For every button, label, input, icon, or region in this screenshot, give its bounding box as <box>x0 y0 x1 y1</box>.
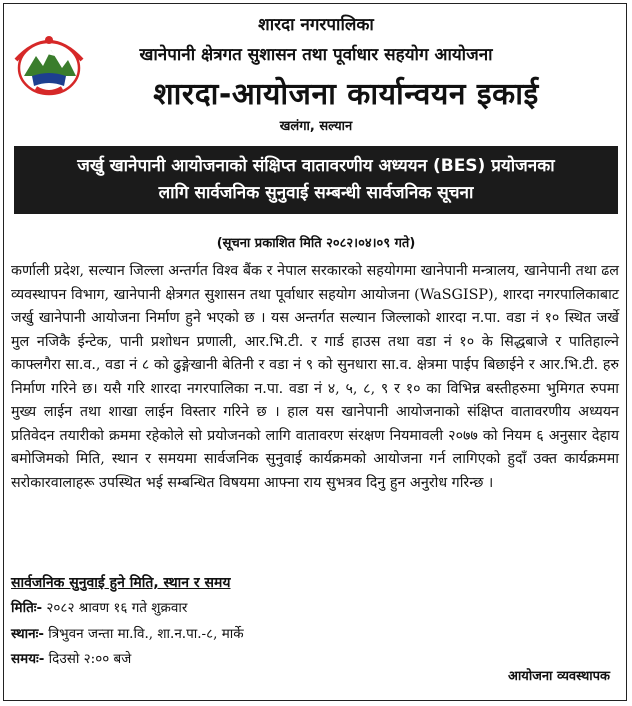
municipality-name: शारदा नगरपालिका <box>258 15 374 35</box>
banner-line-2: लागि सार्वजनिक सुनुवाई सम्बन्धी सार्वजनिक सूचना <box>158 183 474 203</box>
letterhead <box>0 0 632 146</box>
date-value: २०८२ श्रावण १६ गते शुक्रवार <box>42 600 188 616</box>
schedule-date <box>11 598 187 616</box>
unit-title: शारदा-आयोजना कार्यान्वयन इकाई <box>153 77 539 112</box>
project-name: खानेपानी क्षेत्रगत सुशासन तथा पूर्वाधार सहयोग आयोजना <box>139 45 493 65</box>
unit-location: खलंगा, सल्यान <box>279 119 353 134</box>
place-value: त्रिभुवन जन्ता मा.वि., शा.न.पा.-८, मार्के <box>43 626 244 642</box>
date-label: मितिः- <box>11 600 43 616</box>
time-label: समयः- <box>11 651 45 667</box>
signature: आयोजना व्यवस्थापक <box>508 669 610 684</box>
schedule-title: सार्वजनिक सुनुवाई हुने मिति, स्थान र समय <box>11 575 231 591</box>
banner-line-1: जर्खु खानेपानी आयोजनाको संक्षिप्त वातावरणीय अध्ययन (BES) प्रयोजनका <box>77 156 555 176</box>
schedule-time <box>11 649 131 667</box>
publication-date: (सूचना प्रकाशित मिति २०८२।०४।०९ गते) <box>216 236 416 251</box>
notice-body: कर्णाली प्रदेश, सल्यान जिल्ला अन्तर्गत विश्व बैंक र नेपाल सरकारको सहयोगमा खानेपानी मन्त्रालय, खानेपानी तथा ढल व्यवस्थापन विभाग, खानेपानी क्षेत्रगत सुशासन तथा पूर्वाधार सहयोग आयोजना (WaSGISP), शारदा नगरपालिकाबाट जर्खु खानेपानी आयोजना निर्माण हुने भएको छ । यस अन्तर्गत सल्यान जिल्लाको शारदा न.पा. वडा नं १० स्थित जर्खे मुल नजिकै ईन्टेक, पानी प्रशोधन प्रणाली, आर.भि.टी. र गार्ड हाउस तथा वडा नं १० के सिद्धबाजे र पातिहाल्ने काफ्लगैरा सा.व., वडा नं ८ को ढुङ्गेखानी बेतिनी र वडा नं ९ को सुनधारा सा.व. क्षेत्रमा पाईप बिछाईने र आर.भि.टी. हरु निर्माण गरिने छ। यसै गरि शारदा नगरपालिका न.पा. वडा नं ४, ५, ८, ९ र १० का विभिन्न बस्तीहरुमा भुमिगत रुपमा मुख्य लाईन तथा शाखा लाईन विस्तार गरिने छ । हाल यस खानेपानी आयोजनाको संक्षिप्त वातावरणीय अध्ययन प्रतिवेदन तयारीको क्रममा रहेकोले सो प्रयोजनको लागि वातावरण संरक्षण नियमावली २०७७ को नियम ६ अनुसार देहाय बमोजिमको मिति, स्थान र समयमा सार्वजनिक सुनुवाई कार्यक्रमको आयोजना गर्न लागिएको हुदाँ उक्त कार्यक्रममा सरोकारवालाहरू उपस्थित भई सम्बन्धित विषयमा आफ्ना राय सुभत्रव दिनु हुन अनुरोध गरिन्छ । <box>11 263 619 491</box>
place-label: स्थानः- <box>11 626 44 642</box>
schedule-place <box>11 624 244 642</box>
notice-banner <box>14 146 618 214</box>
time-value: दिउसो २:०० बजे <box>44 651 132 667</box>
